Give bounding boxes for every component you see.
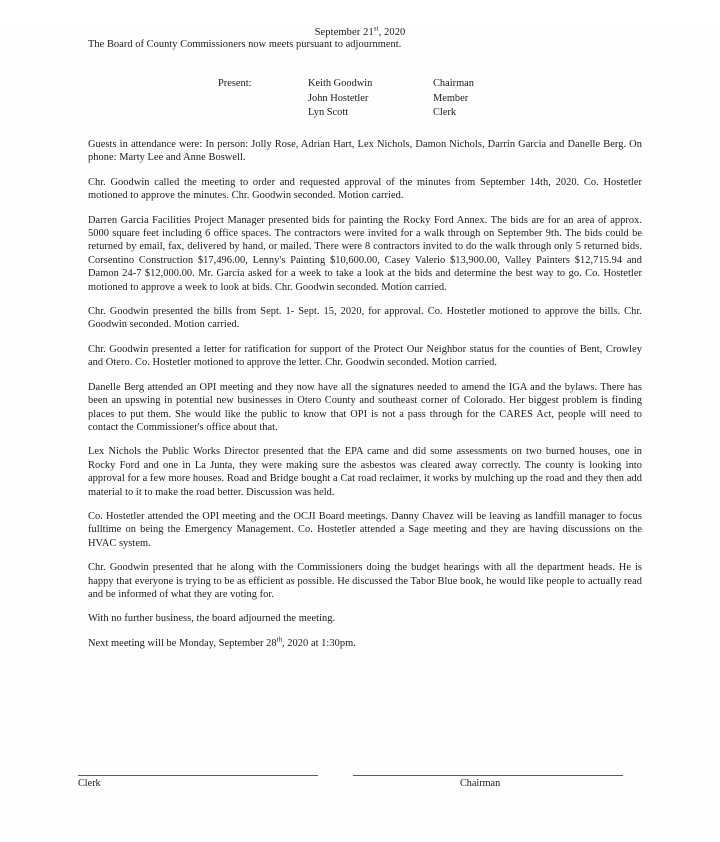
paragraph-bills-approval: Chr. Goodwin presented the bills from Sept. 1- Sept. 15, 2020, for approval. Co. Hostetler motioned to approve the bills. Chr. Goodwin seconded. Motion carried. — [88, 306, 642, 331]
present-label-spacer — [218, 92, 308, 106]
document-date — [0, 27, 720, 38]
spacer — [88, 120, 642, 138]
paragraph-painting-bids: Darren Garcia Facilities Project Manager presented bids for painting the Rocky Ford Annex. The bids are for an area of approx. 5000 square feet including 6 office spaces. The contractors were invited for a walk through on September 9th. The bids could be returned by email, fax, delivered by hand, or mailed. There were 8 contractors invited to do the walk through only 5 returned bids. Corsentino Construction $17,496.00, Lenny's Painting $10,600.00, Casey Valerio $13,900.00, Valley Painters $12,715.94 and Damon 24-7 $12,000.00. Mr. Garcia asked for a week to take a look at the bids and determine the best way to go. Co. Hostetler motioned to approve a week to look at bids. Chr. Goodwin seconded. Motion carried. — [88, 214, 642, 293]
roster-name: John Hostetler — [308, 92, 369, 104]
signature-area — [78, 774, 660, 814]
document-body — [88, 38, 642, 650]
next-meeting-suffix: , 2020 at 1:30pm. — [282, 637, 356, 649]
roster-role: Chairman — [433, 78, 474, 90]
roster-row — [218, 77, 642, 91]
paragraph-minutes-approval: Chr. Goodwin called the meeting to order and requested approval of the minutes from September 14th, 2020. Co. Hostetler motioned to approve the minutes. Chr. Goodwin seconded. Motion carried. — [88, 176, 642, 202]
spacer — [88, 203, 642, 214]
paragraph-public-works-epa: Lex Nichols the Public Works Director presented that the EPA came and did some assessments on two burned houses, one in Rocky Ford and one in La Junta, they were making sure the asbestos was cleared away correctly. The county is looking into approval for a few more houses. Road and Bridge bought a Cat road reclaimer, it works by mulching up the road and they then add material to it to make the road better. Discussion was held. — [88, 446, 642, 498]
signature-row — [78, 774, 660, 789]
paragraph-next-meeting — [88, 637, 642, 650]
spacer — [88, 294, 642, 305]
clerk-signature-line — [78, 774, 318, 776]
clerk-label: Clerk — [78, 778, 101, 789]
spacer — [88, 626, 642, 637]
spacer — [88, 165, 642, 176]
next-meeting-ordinal-suffix: th — [276, 636, 283, 644]
spacer — [88, 370, 642, 381]
roster-name: Lyn Scott — [308, 106, 349, 118]
paragraph-ocji-board: Co. Hostetler attended the OPI meeting and the OCJI Board meetings. Danny Chavez will be leaving as landfill manager to focus fulltime on being the Emergency Management. Co. Hostetler attended a Sage meeting and they are having discussions on the HVAC system. — [88, 510, 642, 549]
spacer — [88, 434, 642, 445]
date-ordinal-suffix: st — [373, 25, 379, 33]
paragraph-adjournment: With no further business, the board adjourned the meeting. — [88, 613, 336, 625]
paragraph-opi-danelle-berg: Danelle Berg attended an OPI meeting and they now have all the signatures needed to amend the IGA and the bylaws. There has been an upswing in potential new businesses in Otero County and southeast corner of Colorado. Her biggest problem is finding places to put them. She would like the public to know that OPI is not a pass through for the CARES Act, people will need to contact the Commissioner's office about that. — [88, 381, 642, 433]
roster-name: Keith Goodwin — [308, 78, 373, 90]
chairman-label: Chairman — [460, 778, 501, 789]
clerk-signature-block — [78, 774, 318, 789]
present-label: Present: — [218, 78, 252, 90]
present-label-spacer — [218, 106, 308, 120]
chairman-signature-line — [353, 774, 623, 776]
spacer — [88, 601, 642, 612]
chairman-signature-block — [353, 774, 623, 789]
next-meeting-prefix: Next meeting will be Monday, September 28 — [88, 637, 277, 649]
paragraph-guests: Guests in attendance were: In person: Jolly Rose, Adrian Hart, Lex Nichols, Damon Nichols, Darrin Garcia and Danelle Berg. On phone: Marty Lee and Anne Boswell. — [88, 139, 642, 164]
roster-row — [218, 92, 642, 106]
date-text: September 21 — [314, 27, 374, 38]
attendance-roster — [218, 77, 642, 120]
spacer — [88, 332, 642, 343]
spacer — [88, 499, 642, 510]
roster-role: Clerk — [433, 106, 457, 118]
spacer — [88, 550, 642, 561]
roster-role: Member — [433, 92, 469, 104]
roster-row — [218, 106, 642, 120]
paragraph-budget-hearings: Chr. Goodwin presented that he along with the Commissioners doing the budget hearings with all the department heads. He is happy that everyone is trying to be as efficient as possible. He discussed the Tabor Blue book, he would like people to actually read and be informed of what they are voting for. — [88, 562, 642, 600]
document-page — [0, 27, 720, 842]
opening-statement: The Board of County Commissioners now meets pursuant to adjournment. — [88, 39, 402, 50]
paragraph-protect-our-neighbor: Chr. Goodwin presented a letter for ratification for support of the Protect Our Neighbor status for the counties of Bent, Crowley and Otero. Co. Hostetler motioned to approve the letter. Chr. Goodwin seconded. Motion carried. — [88, 343, 642, 369]
date-year: , 2020 — [378, 27, 406, 38]
